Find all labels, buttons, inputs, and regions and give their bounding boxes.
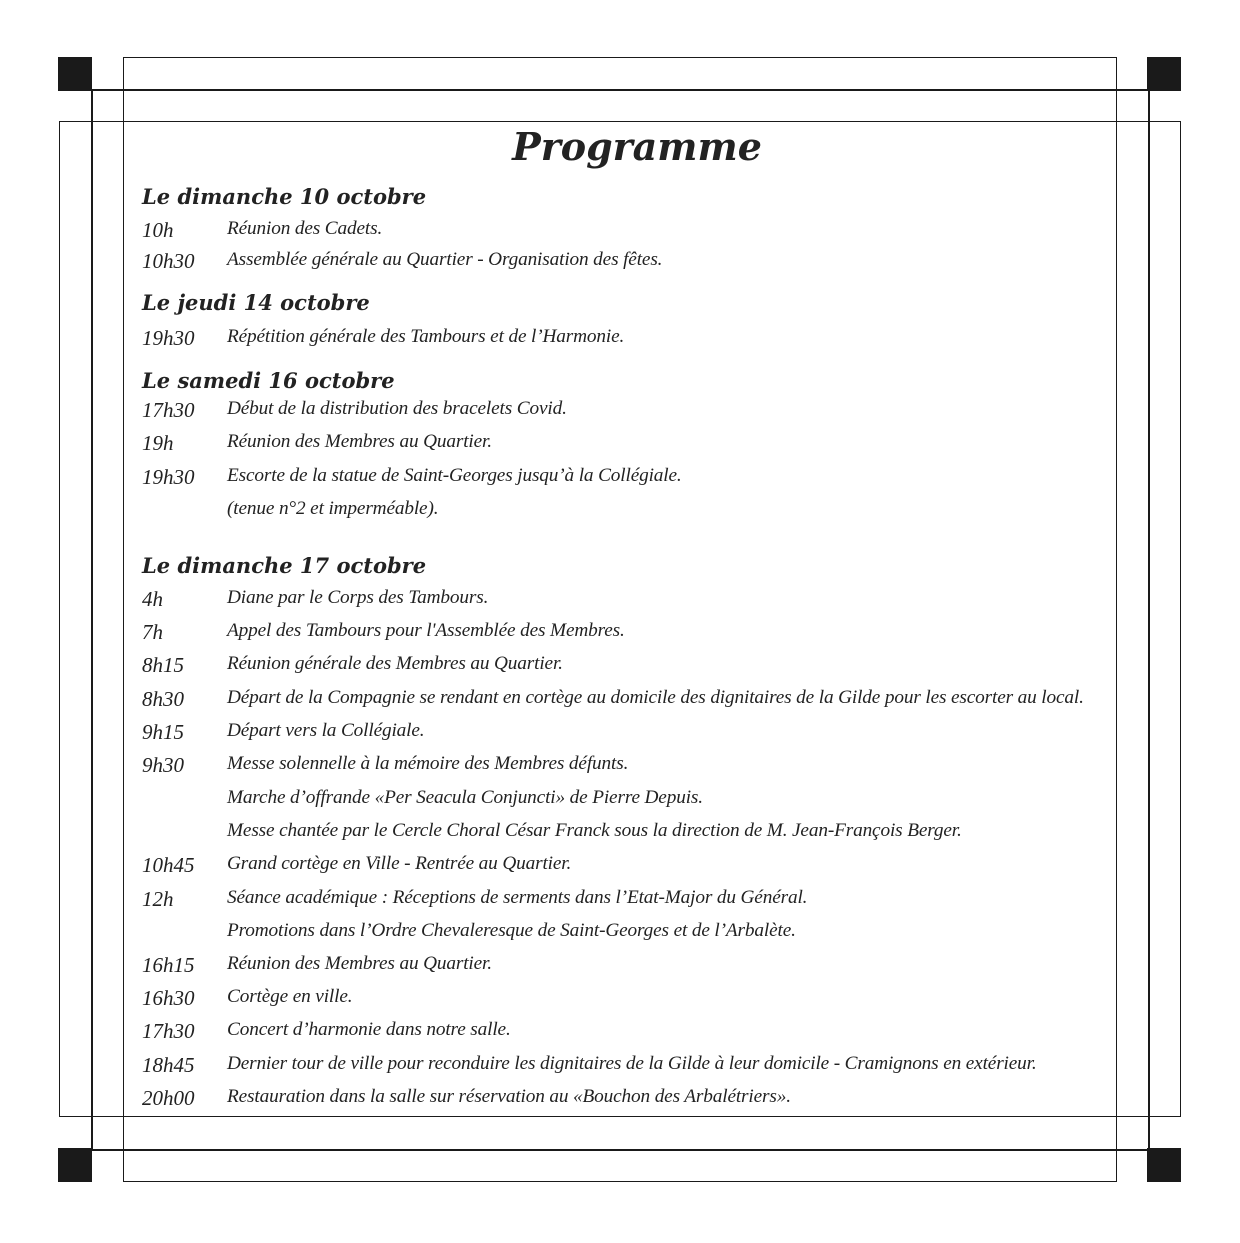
entry-text: Réunion des Membres au Quartier.	[227, 953, 492, 974]
entry-text: Diane par le Corps des Tambours.	[227, 587, 489, 608]
day-heading: Le dimanche 10 octobre	[142, 184, 427, 209]
frame-corner-top-right	[1147, 57, 1181, 91]
page-title: Programme	[512, 124, 762, 169]
entry-time: 16h30	[142, 986, 195, 1010]
entry-time: 10h	[142, 218, 174, 242]
entry-text: Départ de la Compagnie se rendant en cortège au domicile des dignitaires de la Gilde pour les escorter au local.	[227, 687, 1084, 708]
entry-time: 16h15	[142, 953, 195, 977]
entry-text: Promotions dans l’Ordre Chevaleresque de Saint-Georges et de l’Arbalète.	[227, 920, 796, 941]
entry-text: Restauration dans la salle sur réservation au «Bouchon des Arbalétriers».	[227, 1086, 791, 1107]
entry-text: Réunion des Cadets.	[227, 218, 383, 239]
entry-time: 8h30	[142, 687, 184, 711]
entry-time: 12h	[142, 887, 174, 911]
entry-time: 19h	[142, 431, 174, 455]
entry-text: (tenue n°2 et imperméable).	[227, 498, 439, 519]
entry-text: Début de la distribution des bracelets Covid.	[227, 398, 567, 419]
entry-time: 17h30	[142, 398, 195, 422]
entry-text: Départ vers la Collégiale.	[227, 720, 425, 741]
entry-time: 10h30	[142, 249, 195, 273]
entry-time: 8h15	[142, 653, 184, 677]
frame-corner-bottom-right	[1147, 1148, 1181, 1182]
entry-text: Grand cortège en Ville - Rentrée au Quartier.	[227, 853, 572, 874]
entry-time: 18h45	[142, 1053, 195, 1077]
entry-text: Séance académique : Réceptions de serments dans l’Etat-Major du Général.	[227, 887, 808, 908]
frame-corner-top-left	[58, 57, 92, 91]
entry-text: Messe solennelle à la mémoire des Membres défunts.	[227, 753, 629, 774]
entry-time: 17h30	[142, 1019, 195, 1043]
entry-text: Messe chantée par le Cercle Choral César Franck sous la direction de M. Jean-François Berger.	[227, 820, 962, 841]
entry-time: 10h45	[142, 853, 195, 877]
entry-time: 7h	[142, 620, 163, 644]
entry-text: Escorte de la statue de Saint-Georges jusqu’à la Collégiale.	[227, 465, 682, 486]
entry-text: Assemblée générale au Quartier - Organisation des fêtes.	[227, 249, 663, 270]
frame-corner-bottom-left	[58, 1148, 92, 1182]
entry-text: Appel des Tambours pour l'Assemblée des Membres.	[227, 620, 625, 641]
entry-time: 4h	[142, 587, 163, 611]
entry-time: 19h30	[142, 465, 195, 489]
entry-text: Marche d’offrande «Per Seacula Conjuncti» de Pierre Depuis.	[227, 787, 703, 808]
entry-time: 9h30	[142, 753, 184, 777]
entry-time: 9h15	[142, 720, 184, 744]
entry-text: Répétition générale des Tambours et de l’Harmonie.	[227, 326, 625, 347]
entry-text: Réunion générale des Membres au Quartier.	[227, 653, 563, 674]
entry-text: Dernier tour de ville pour reconduire les dignitaires de la Gilde à leur domicile - Cramignons en extérieur.	[227, 1053, 1037, 1074]
entry-time: 20h00	[142, 1086, 195, 1110]
entry-text: Concert d’harmonie dans notre salle.	[227, 1019, 511, 1040]
entry-text: Cortège en ville.	[227, 986, 353, 1007]
entry-time: 19h30	[142, 326, 195, 350]
day-heading: Le dimanche 17 octobre	[142, 553, 427, 578]
day-heading: Le samedi 16 octobre	[142, 368, 395, 393]
entry-text: Réunion des Membres au Quartier.	[227, 431, 492, 452]
day-heading: Le jeudi 14 octobre	[142, 290, 370, 315]
